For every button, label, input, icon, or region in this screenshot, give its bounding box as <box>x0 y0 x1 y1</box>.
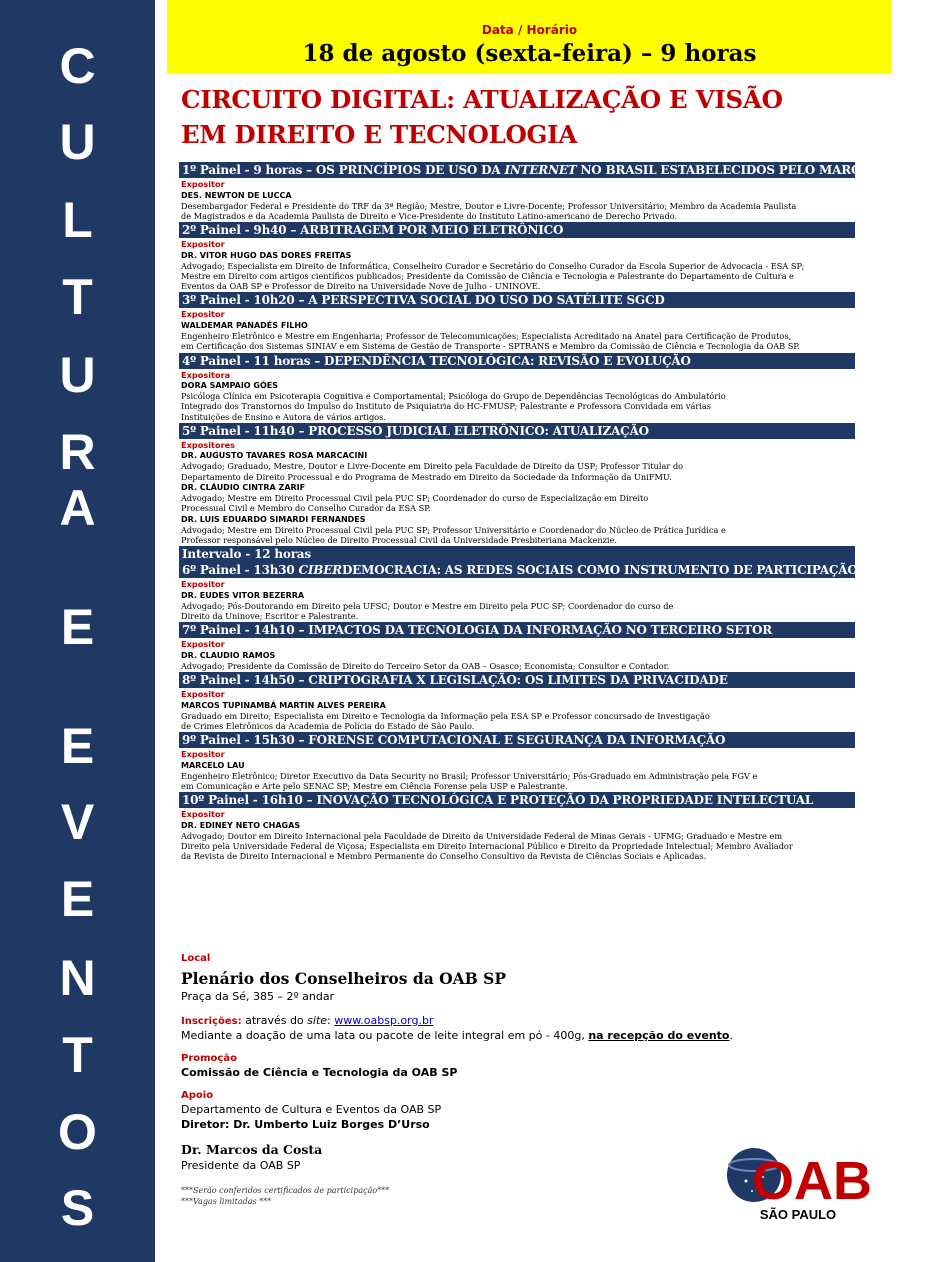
panel-title: 4º Painel - 11 horas – DEPENDÊNCIA TECNOLÓGICA: REVISÃO E EVOLUÇÃO <box>182 353 691 368</box>
panel-header <box>179 353 855 369</box>
speaker-bio-line: Integrado dos Transtornos do Impulso do Instituto de Psiquiatria do HC-FMUSP; Palestrante e Professora Convidada em várias <box>181 401 712 412</box>
panel-header <box>179 732 855 748</box>
speaker-name: DR. CLÁUDIO CINTRA ZARIF <box>181 483 306 493</box>
president-role: Presidente da OAB SP <box>181 1159 301 1172</box>
speaker-bio-line: da Revista de Direito Internacional e Membro Permanente do Conselho Consultivo da Revista de Ciências Sociais e Aplicadas. <box>181 851 707 862</box>
panel-item <box>179 792 855 862</box>
panel-body <box>179 808 855 862</box>
panel-title: 3º Painel - 10h20 – A PERSPECTIVA SOCIAL DO USO DO SATÉLITE SGCD <box>182 293 665 308</box>
panel-title: Intervalo - 12 horas <box>182 547 311 562</box>
speaker-bio-line: Psicóloga Clínica em Psicoterapia Cognitiva e Comportamental; Psicóloga do Grupo de Dependências Tecnológicas do Ambulatório <box>181 391 726 402</box>
title-line-2: EM DIREITO E TECNOLOGIA <box>181 120 578 149</box>
panel-header <box>179 423 855 439</box>
panel-header <box>179 562 927 578</box>
panel-item <box>179 732 855 792</box>
registration-link[interactable]: www.oabsp.org.br <box>334 1014 434 1027</box>
panel-body <box>179 369 855 423</box>
speaker-bio-line: de Crimes Eletrônicos da Academia de Polícia do Estado de São Paulo. <box>181 720 475 731</box>
panel-title: 1º Painel - 9 horas – OS PRINCÍPIOS DE USO DA <box>182 163 505 177</box>
speaker-role-label: Expositor <box>181 309 225 320</box>
speaker-bio-line: Direito pela Universidade Federal de Viçosa; Especialista em Direito Internacional Público e Direito da Propriedade Intelectual; Membro Avaliador <box>181 841 793 852</box>
panel-body <box>179 688 855 732</box>
president-name: Dr. Marcos da Costa <box>181 1142 323 1157</box>
sidebar-letter: V <box>60 794 95 850</box>
promotion-value: Comissão de Ciência e Tecnologia da OAB SP <box>181 1066 458 1079</box>
registration-text: através do <box>245 1014 304 1027</box>
event-info <box>181 952 733 1207</box>
speaker-bio-line: Advogado; Mestre em Direito Processual Civil pela PUC SP; Coordenador do curso de Especialização em Direito <box>181 493 649 504</box>
title-line-1: CIRCUITO DIGITAL: ATUALIZAÇÃO E VISÃO <box>181 85 783 114</box>
panel-header <box>179 792 855 808</box>
speaker-bio-line: Advogado; Mestre em Direito Processual Civil pela PUC SP; Professor Universitário e Coordenador do Núcleo de Prática Jurídica e <box>181 524 726 535</box>
speaker-role-label: Expositor <box>181 239 225 250</box>
speaker-bio-line: Desembargador Federal e Presidente do TRF da 3ª Região; Mestre, Doutor e Livre-Docente; Professor Universitário; Membro da Academia Paulista <box>181 200 797 211</box>
panel-header <box>179 546 855 562</box>
speaker-name: DR. AUGUSTO TAVARES ROSA MARCACINI <box>181 451 368 461</box>
panel-body <box>179 178 855 222</box>
panel-title-emphasis: CIBER <box>298 563 342 578</box>
registration-colon: : <box>327 1014 331 1027</box>
oab-sp-logo <box>722 1145 872 1225</box>
speaker-name: DES. NEWTON DE LUCCA <box>181 190 292 200</box>
panel-item <box>179 222 855 292</box>
date-banner <box>167 0 892 74</box>
speaker-role-label: Expositor <box>181 179 225 189</box>
panel-item <box>179 672 855 732</box>
panel-item <box>179 353 855 423</box>
panel-header <box>179 292 855 308</box>
registration-label: Inscrições: <box>181 1016 242 1027</box>
globe-star <box>745 1180 748 1183</box>
speaker-bio-line: Professor responsável pelo Núcleo de Direito Processual Civil da Universidade Presbiteriana Mackenzie. <box>181 534 617 545</box>
panel-title-rest: DEMOCRACIA: AS REDES SOCIAIS COMO INSTRUMENTO DE PARTICIPAÇÃO POPULAR <box>341 563 927 578</box>
panel-body <box>179 308 855 352</box>
speaker-name: DR. CLAUDIO RAMOS <box>181 650 276 660</box>
speaker-role-label: Expositor <box>181 749 225 760</box>
panel-header <box>179 672 855 688</box>
local-label: Local <box>181 953 211 964</box>
speaker-name: DORA SAMPAIO GÓES <box>181 381 278 391</box>
speaker-bio-line: de Magistrados e da Academia Paulista de Direito e Vice-Presidente do Instituto Latino-americano de Derecho Privado. <box>181 210 678 221</box>
panel-item <box>179 546 855 562</box>
panel-item <box>179 562 927 622</box>
panel-body <box>179 238 855 292</box>
panel-item <box>179 292 855 352</box>
sidebar-letter: E <box>60 599 95 655</box>
speaker-bio-line: Mestre em Direito com artigos científicos publicados; Presidente da Comissão de Ciência e Tecnologia e Palestrante do Departamento de Cultura e <box>181 270 794 281</box>
promotion-label: Promoção <box>181 1053 237 1064</box>
registration-site-word: site <box>307 1014 328 1027</box>
speaker-bio-line: Processual Civil e Membro do Conselho Curador da ESA SP. <box>181 503 431 514</box>
panel-header <box>179 622 855 638</box>
speaker-role-label: Expositor <box>181 579 225 590</box>
support-label: Apoio <box>181 1090 214 1101</box>
panel-item <box>179 622 855 672</box>
sidebar-letter: A <box>59 480 96 536</box>
panel-header <box>179 162 913 178</box>
speaker-bio-line: Advogado; Doutor em Direito Internacional pela Faculdade de Direito da Universidade Federal de Minas Gerais - UFMG; Graduado e Mestre em <box>181 830 783 841</box>
sidebar-letter: O <box>58 1104 97 1160</box>
panel-header <box>179 222 855 238</box>
speaker-bio-line: Direito da Uninove; Escritor e Palestrante. <box>181 611 359 622</box>
speaker-name: WALDEMAR PANADÉS FILHO <box>181 320 308 330</box>
speaker-role-label: Expositor <box>181 809 225 820</box>
speaker-name: DR. VITOR HUGO DAS DORES FREITAS <box>181 250 352 260</box>
venue-name: Plenário dos Conselheiros da OAB SP <box>181 969 507 988</box>
date-label: Data / Horário <box>481 23 578 37</box>
speaker-bio-line: em Certificação dos Sistemas SINIAV e em Sistema de Gestão de Transporte - SPTRANS e Membro da Comissão de Ciência e Tecnologia da OAB SP. <box>181 341 800 352</box>
panel-title-rest: NO BRASIL ESTABELECIDOS PELO MARCO CIVIL <box>576 163 913 177</box>
sidebar-letter: R <box>59 424 96 480</box>
panel-title: 7º Painel - 14h10 – IMPACTOS DA TECNOLOGIA DA INFORMAÇÃO NO TERCEIRO SETOR <box>182 623 773 638</box>
speaker-bio-line: Advogado; Especialista em Direito de Informática, Conselheiro Curador e Secretário do Conselho Curador da Escola Superior de Advocacia - ESA SP; <box>181 260 805 271</box>
sidebar-letter: U <box>59 347 96 403</box>
date-value: 18 de agosto (sexta-feira) – 9 horas <box>302 40 757 67</box>
page-title <box>181 82 783 152</box>
note-limited: ***Vagas limitadas *** <box>181 1197 272 1206</box>
registration-note-bold: na recepção do evento <box>588 1029 730 1042</box>
sidebar-letter: N <box>59 950 96 1006</box>
sidebar-letter: S <box>60 1180 95 1236</box>
support-line-2: Diretor: Dr. Umberto Luiz Borges D’Urso <box>181 1118 430 1131</box>
panel-title: 9º Painel - 15h30 – FORENSE COMPUTACIONAL E SEGURANÇA DA INFORMAÇÃO <box>182 733 726 748</box>
registration-note-text: Mediante a doação de uma lata ou pacote de leite integral em pó - 400g, <box>181 1029 585 1042</box>
panel-title: 6º Painel - 13h30 <box>182 563 299 578</box>
speaker-bio-line: Advogado; Presidente da Comissão de Direito do Terceiro Setor da OAB – Osasco; Economista; Consultor e Contador. <box>181 660 670 671</box>
speaker-bio-line: Engenheiro Eletrônico e Mestre em Engenharia; Professor de Telecomunicações; Especialista Acreditado na Anatel para Certificação de Produtos, <box>181 330 792 341</box>
speaker-bio-line: Departamento de Direito Processual e do Programa de Mestrado em Direito da Sociedade da Informação da UniFMU. <box>181 471 672 482</box>
speaker-role-label: Expositor <box>181 639 225 650</box>
speaker-role-label: Expositora <box>181 369 231 380</box>
sidebar-letter: E <box>60 871 95 927</box>
sidebar-letter: T <box>62 269 93 325</box>
logo-subtitle: SÃO PAULO <box>759 1207 837 1222</box>
sidebar-letter: C <box>59 38 96 94</box>
speaker-bio-line: Advogado; Pós-Doutorando em Direito pela UFSC; Doutor e Mestre em Direito pela PUC SP; Coordenador do curso de <box>181 600 674 611</box>
speaker-name: DR. EDINEY NETO CHAGAS <box>181 820 301 830</box>
panel-body <box>179 638 855 672</box>
speaker-name: MARCOS TUPINAMBÁ MARTIN ALVES PEREIRA <box>181 700 386 710</box>
panel-body <box>179 578 855 622</box>
sidebar <box>0 0 155 1262</box>
panel-title: 10º Painel - 16h10 – INOVAÇÃO TECNOLÓGICA E PROTEÇÃO DA PROPRIEDADE INTELECTUAL <box>182 793 814 808</box>
venue-address: Praça da Sé, 385 – 2º andar <box>181 990 335 1003</box>
speaker-name: DR. LUIS EDUARDO SIMARDI FERNANDES <box>181 514 366 524</box>
program-list <box>179 162 927 863</box>
panel-body <box>179 439 855 546</box>
registration-note <box>181 1028 733 1043</box>
support-line-1: Departamento de Cultura e Eventos da OAB SP <box>181 1103 442 1116</box>
sidebar-letter: L <box>62 192 93 248</box>
logo-text: OAB <box>752 1151 872 1211</box>
panel-title-emphasis: INTERNET <box>504 163 577 177</box>
panel-item <box>179 423 855 546</box>
registration-line <box>181 1013 721 1028</box>
speaker-role-label: Expositor <box>181 689 225 700</box>
panel-body <box>179 748 855 792</box>
panel-title: 2º Painel - 9h40 – ARBITRAGEM POR MEIO ELETRÔNICO <box>182 223 564 238</box>
registration-note-end: . <box>729 1029 733 1042</box>
sidebar-letter: E <box>60 718 95 774</box>
sidebar-letter: T <box>62 1027 93 1083</box>
speaker-name: MARCELO LAU <box>181 760 245 770</box>
panel-item <box>179 162 913 222</box>
speaker-name: DR. EUDES VITOR BEZERRA <box>181 590 305 600</box>
panel-title: 5º Painel - 11h40 – PROCESSO JUDICIAL ELETRÔNICO: ATUALIZAÇÃO <box>182 423 649 438</box>
oab-logo-graphic <box>722 1145 872 1225</box>
panel-title: 8º Painel - 14h50 – CRIPTOGRAFIA X LEGISLAÇÃO: OS LIMITES DA PRIVACIDADE <box>182 673 728 688</box>
speaker-role-label: Expositores <box>181 439 236 450</box>
speaker-bio-line: Engenheiro Eletrônico; Diretor Executivo da Data Security no Brasil; Professor Universitário; Pós-Graduado em Administração pela FGV e <box>181 770 758 781</box>
speaker-bio-line: Instituições de Ensino e Autora de vários artigos. <box>181 411 386 422</box>
sidebar-letter: U <box>59 114 96 170</box>
speaker-bio-line: Advogado; Graduado, Mestre, Doutor e Livre-Docente em Direito pela Faculdade de Direito da USP; Professor Titular do <box>181 461 684 472</box>
note-certificates: ***Serão conferidos certificados de participação*** <box>181 1186 390 1195</box>
speaker-bio-line: Graduado em Direito; Especialista em Direito e Tecnologia da Informação pela ESA SP e Professor concursado de Investigação <box>181 710 710 721</box>
speaker-bio-line: Eventos da OAB SP e Professor de Direito na Universidade Nove de Julho - UNINOVE. <box>181 281 541 292</box>
speaker-bio-line: em Comunicação e Arte pelo SENAC SP; Mestre em Ciência Forense pela USP e Palestrante. <box>181 781 568 792</box>
